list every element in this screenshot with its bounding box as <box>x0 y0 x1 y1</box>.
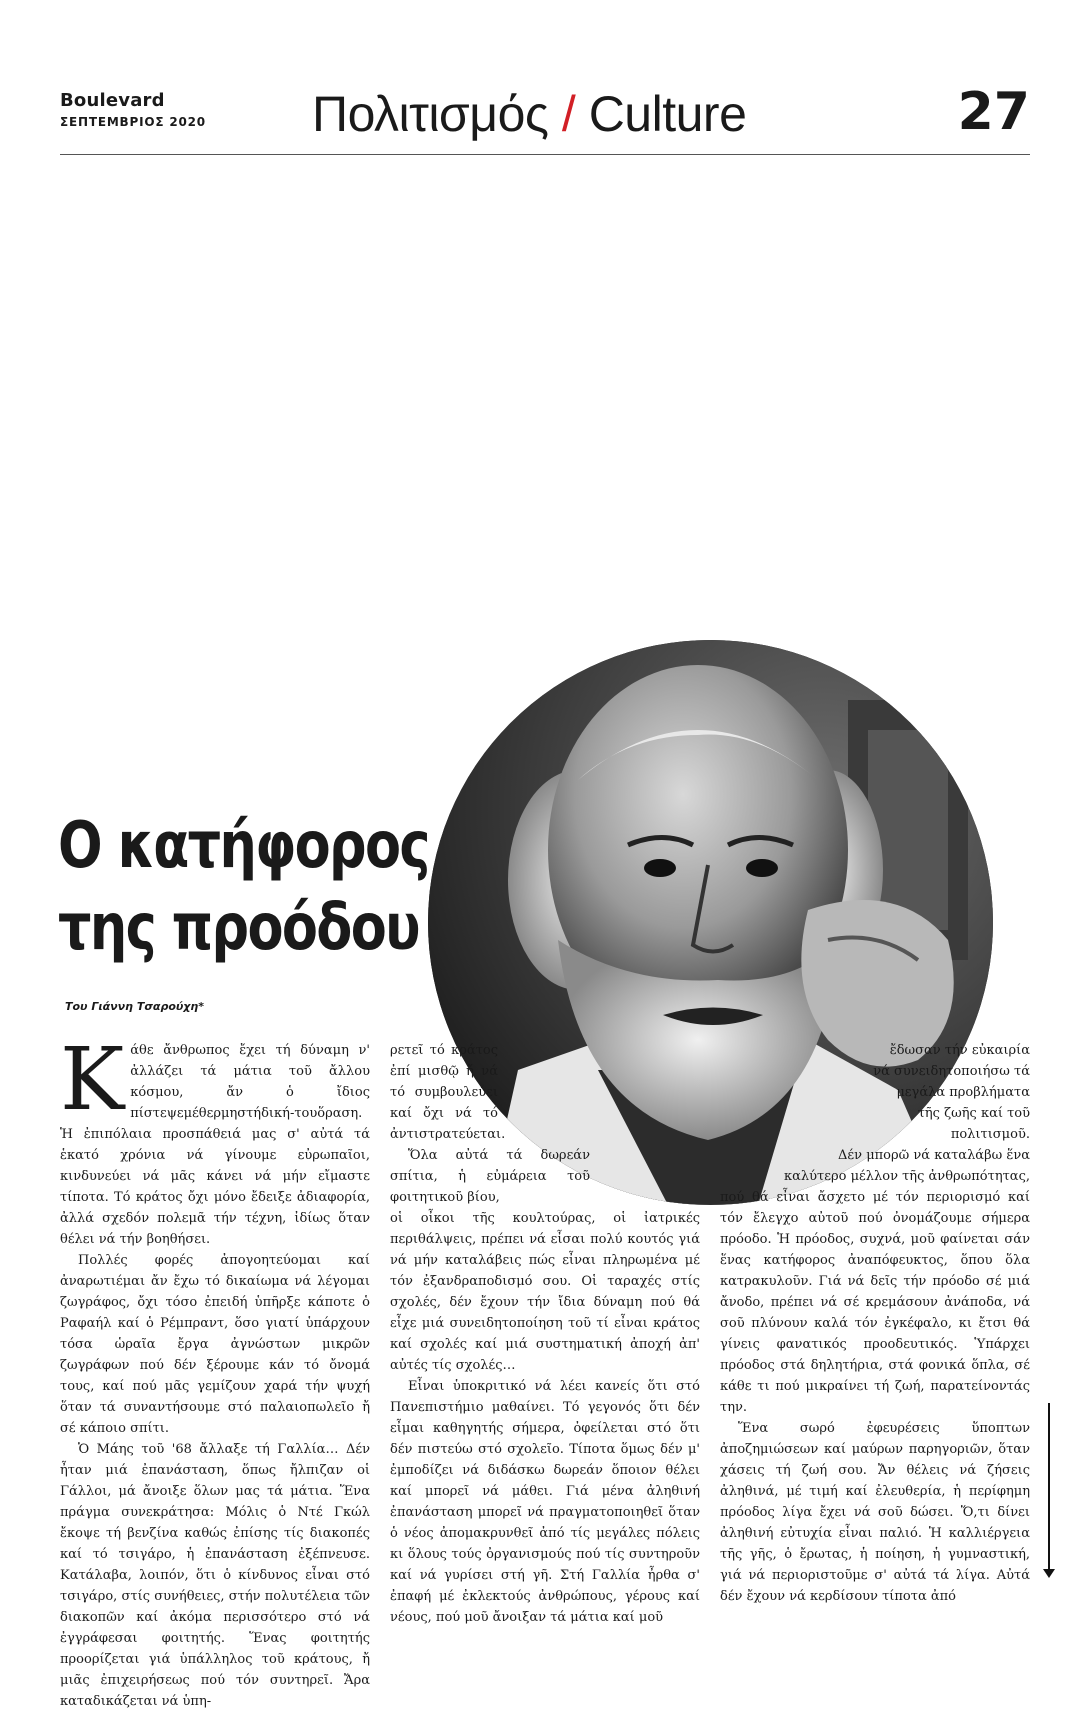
headline-line-2: της προόδου <box>58 891 419 965</box>
header-rule <box>60 154 1030 155</box>
paragraph: πού θά εἶναι ἄσχετο μέ τόν περιορισμό καί τόν ἔλεγχο αὐτοῦ πού ὀνομάζουμε σήμερα πρόοδο. Ἡ πρόοδος, συχνά, μοῦ φαίνεται σάν ἕνας κατήφορος ἀναπόφευκτος, ὅπου ὅλα κατρακυλοῦν. Γιά νά δεῖς τήν πρόοδο σέ μιά ἄνοδο, πρέπει νά σέ κρεμάσουν ἀνάποδα, νά σοῦ πλύνουν καλά τόν ἐγκέφαλο, κι ἔτσι θά γίνεις φανατικός προοδευτικός. Ὑπάρχει πρόοδος στά δηλητήρια, στά φονικά ὅπλα, σέ κάθε τι πού μικραίνει τή ζωή, παρατείνοντάς την. <box>720 1190 1030 1415</box>
masthead <box>60 82 1030 148</box>
paragraph <box>60 1030 370 1250</box>
article-headline <box>58 805 429 969</box>
column-3 <box>720 1040 1030 1607</box>
section-slash: / <box>548 86 589 142</box>
paragraph: Ἕνα σωρό ἐφευρέσεις ὕποπτων ἀποζημιώσεων καί μαύρων παρηγοριῶν, ὅταν χάσεις τή ζωή σου. Ἄν θέλεις νά ζήσεις ἀληθινά, μέ τιμή καί ἐλευθερία, ἡ περίφημη πρόοδος λίγα ἔχει νά σοῦ δώσει. Ὅ,τι δίνει ἀληθινή εὐτυχία εἶναι παλιό. Ἡ καλλιέργεια τῆς γῆς, ὁ ἔρωτας, ἡ ποίηση, ἡ γυμναστική, γιά νά περιοριστοῦμε σ' αὐτά τά λίγα. Αὐτά δέν ἔχουν νά κερδίσουν τίποτα ἀπό <box>720 1421 1030 1604</box>
issue-date: ΣΕΠΤΕΜΒΡΙΟΣ 2020 <box>60 115 206 129</box>
page-number: 27 <box>957 82 1030 142</box>
section-english: Culture <box>588 86 747 142</box>
paragraph: Εἶναι ὑποκριτικό νά λέει κανείς ὅτι στό Πανεπιστήμιο μαθαίνει. Τό γεγονός ὅτι δέν εἶμαι καθηγητής σήμερα, ὀφείλεται στό ὅτι δέν πιστεύω στό σχολεῖο. Τίποτα ὅμως δέν μ' ἐμποδίζει νά διδάσκω δωρεάν ὅποιον θέλει καί μπορεῖ νά μάθει. Γιά μένα ἀληθινή ἐπανάσταση μπορεῖ νά πραγματοποιηθεῖ ὅταν ὁ νέος ἀπομακρυνθεῖ ἀπό τίς μεγάλες πόλεις κι ὅλους τούς ὀργανισμούς πού τίς συντηροῦν καί νά γυρίσει στή γῆ. Στή Γαλλία ἦρθα σ' ἐπαφή μέ ἐκλεκτούς ἀνθρώπους, γέρους καί νέους, πού μοῦ ἄνοιξαν τά μάτια καί μοῦ <box>390 1379 700 1625</box>
section-title <box>312 84 746 144</box>
paragraph: Ὁ Μάης τοῦ '68 ἄλλαξε τή Γαλλία… Δέν ἦταν μιά ἐπανάσταση, ὅπως ἤλπιζαν οἱ Γάλλοι, μά ἄνοιξε ὅλων μας τά μάτια. Ἕνα πράγμα συνεκράτησα: Μόλις ὁ Ντέ Γκώλ ἔκοψε τή βενζίνα καθώς ἐπίσης τίς διακοπές καί τό τσιγάρο, ἡ ἐπανάσταση ἐξέπνευσε. Κατάλαβα, λοιπόν, ὅτι ὁ κίνδυνος εἶναι στό τσιγάρο, στίς συνήθειες, στήν πολυτέλεια τῶν διακοπῶν καί ἀκόμα περισσότερο στό νά ἐγγράφεσαι φοιτητής. Ἕνας φοιτητής προορίζεται γιά ὑπάλληλος τοῦ κράτους, ἤ μιᾶς ἐπιχειρήσεως πού τόν συντηρεῖ. Ἄρα καταδικάζεται νά ὑπη- <box>60 1442 370 1709</box>
byline: Του Γιάννη Τσαρούχη* <box>65 1000 204 1013</box>
paragraph: Πολλές φορές ἀπογοητεύομαι καί ἀναρωτιέμαι ἄν ἔχω τό δικαίωμα νά λέγομαι ζωγράφος, ὄχι τόσο ἐπειδή ὑπῆρξε κάποτε ὁ Ραφαήλ καί ὁ Ρέμπραντ, ὅσο γιατί ὑπάρχουν τόσα ὡραῖα ἔργα ἀγνώστων μικρῶν ζωγράφων πού δέν ξέρουμε κάν τό ὄνομά τους, καί πού μᾶς γεμίζουν χαρά τήν ψυχή ὅταν τά συναντήσουμε στό παλαιοπωλεῖο ἤ σέ κάποιο σπίτι. <box>60 1253 370 1436</box>
paragraph-text: άθε ἄνθρωπος ἔχει τή δύναμη ν' ἀλλάζει τά μάτια τοῦ ἄλλου κόσμου, ἄν ὁ ἴδιος πίστεψεμέθερμηστήδική-τουὅραση. Ἡ ἐπιπόλαια προσπάθειά μας σ' αὐτά τά ἑκατό χρόνια νά γίνουμε εὐρωπαῖοι, κινδυνεύει νά μᾶς κάνει νά μήν εἴμαστε τίποτα. Τό κράτος ὄχι μόνο ἔδειξε ἀδιαφορία, ἀλλά σχεδόν πολεμᾶ τήν τέχνη, ἰδίως ὅταν θέλει νά τήν βοηθήσει. <box>60 1043 370 1247</box>
paragraph-wrap-right: ἔδωσαν τήν εὐκαιρία νά συνειδητοποιήσω τά μεγάλα προβλήματα τῆς ζωῆς καί τοῦ πολιτισμοῦ. <box>873 1043 1030 1142</box>
continued-arrow-icon <box>1048 1403 1050 1570</box>
paragraph: οἱ οἶκοι τῆς κουλτούρας, οἱ ἰατρικές περιθάλψεις, πρέπει νά εἶσαι πολύ κουτός γιά νά μήν καταλάβεις πώς εἶναι πληρωμένα μέ τόν ἐξανδραποδισμό σου. Οἱ ταραχές στίς σχολές, δέν ἔχουν τήν ἴδια δύναμη πού θά εἶχε μιά συνειδητοποίηση τοῦ τί εἶναι κράτος καί σχολές καί μιά συστηματική ἀποχή ἀπ' αὐτές τίς σχολές… <box>390 1211 700 1373</box>
paragraph-wrap-right-2: Δέν μπορῶ νά καταλάβω ἕνα καλύτερο μέλλον τῆς ἀνθρωπότητας, <box>784 1148 1030 1184</box>
column-1 <box>60 1030 370 1712</box>
headline-line-1: Ο κατήφορος <box>58 809 429 883</box>
paragraph-wrap-narrow: ρετεῖ τό κράτος ἐπί μισθῷ ἤ νά τό συμβουλεύει καί ὄχι νά τό ἀντιστρατεύεται. <box>390 1043 506 1142</box>
section-greek: Πολιτισμός <box>312 86 549 142</box>
column-2 <box>390 1040 700 1628</box>
paragraph-wrap-mid: Ὅλα αὐτά τά δωρεάν σπίτια, ἡ εὐμάρεια τοῦ φοιτητικοῦ βίου, <box>390 1148 590 1205</box>
brand-logo: Boulevard <box>60 90 165 111</box>
dropcap: Κ <box>60 1030 125 1130</box>
